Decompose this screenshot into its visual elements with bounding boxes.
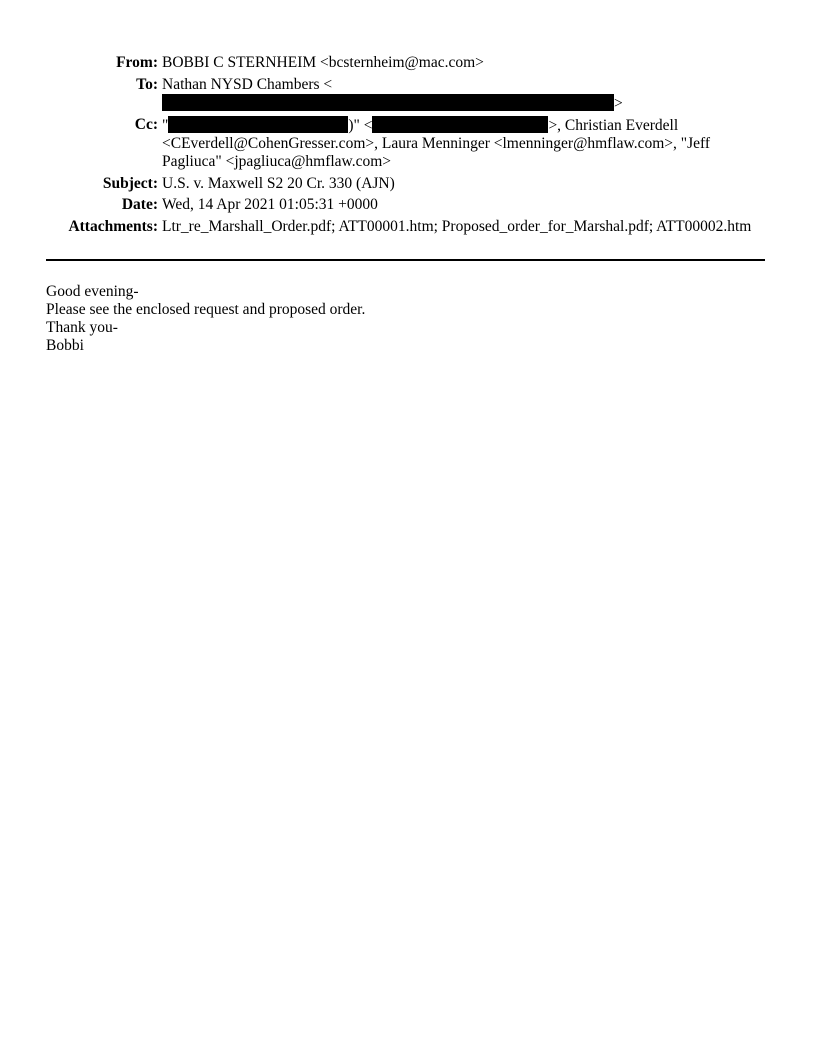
to-suffix: >: [614, 94, 623, 112]
to-label: To:: [136, 75, 158, 93]
date-label: Date:: [121, 196, 158, 213]
cc-mid: )" <: [348, 117, 373, 134]
to-row: [0, 76, 816, 113]
body-line: Good evening-: [46, 283, 139, 300]
attachments-row: [0, 218, 816, 236]
subject-label: Subject:: [102, 174, 158, 192]
cc-row: [0, 116, 816, 171]
body-line: Bobbi: [46, 337, 84, 354]
email-header: [0, 54, 816, 239]
date-row: [0, 196, 816, 214]
attachments-value: Ltr_re_Marshall_Order.pdf; ATT00001.htm; Proposed_order_for_Marshal.pdf; ATT00002.htm: [162, 217, 752, 235]
redaction-box: [372, 116, 548, 133]
header-divider: [46, 259, 765, 261]
from-row: [0, 54, 816, 72]
to-prefix: Nathan NYSD Chambers <: [162, 75, 333, 93]
attachments-label: Attachments:: [68, 217, 158, 235]
cc-quote: ": [162, 117, 169, 134]
from-label: From:: [116, 54, 158, 71]
subject-row: [0, 175, 816, 193]
body-line: Thank you-: [46, 319, 118, 336]
subject-value: U.S. v. Maxwell S2 20 Cr. 330 (AJN): [162, 174, 395, 192]
redaction-box: [162, 94, 614, 111]
cc-label: Cc:: [134, 116, 158, 133]
cc-rest: >, Christian Everdell <CEverdell@CohenGresser.com>, Laura Menninger <lmenninger@hmflaw.com>, "Jeff Pagliuca" <jpagliuca@hmflaw.com>: [162, 117, 711, 170]
email-body: [46, 283, 365, 355]
body-line: Please see the enclosed request and proposed order.: [46, 301, 366, 318]
from-value: BOBBI C STERNHEIM <bcsternheim@mac.com>: [162, 54, 484, 71]
redaction-box: [168, 116, 348, 133]
date-value: Wed, 14 Apr 2021 01:05:31 +0000: [162, 196, 378, 213]
